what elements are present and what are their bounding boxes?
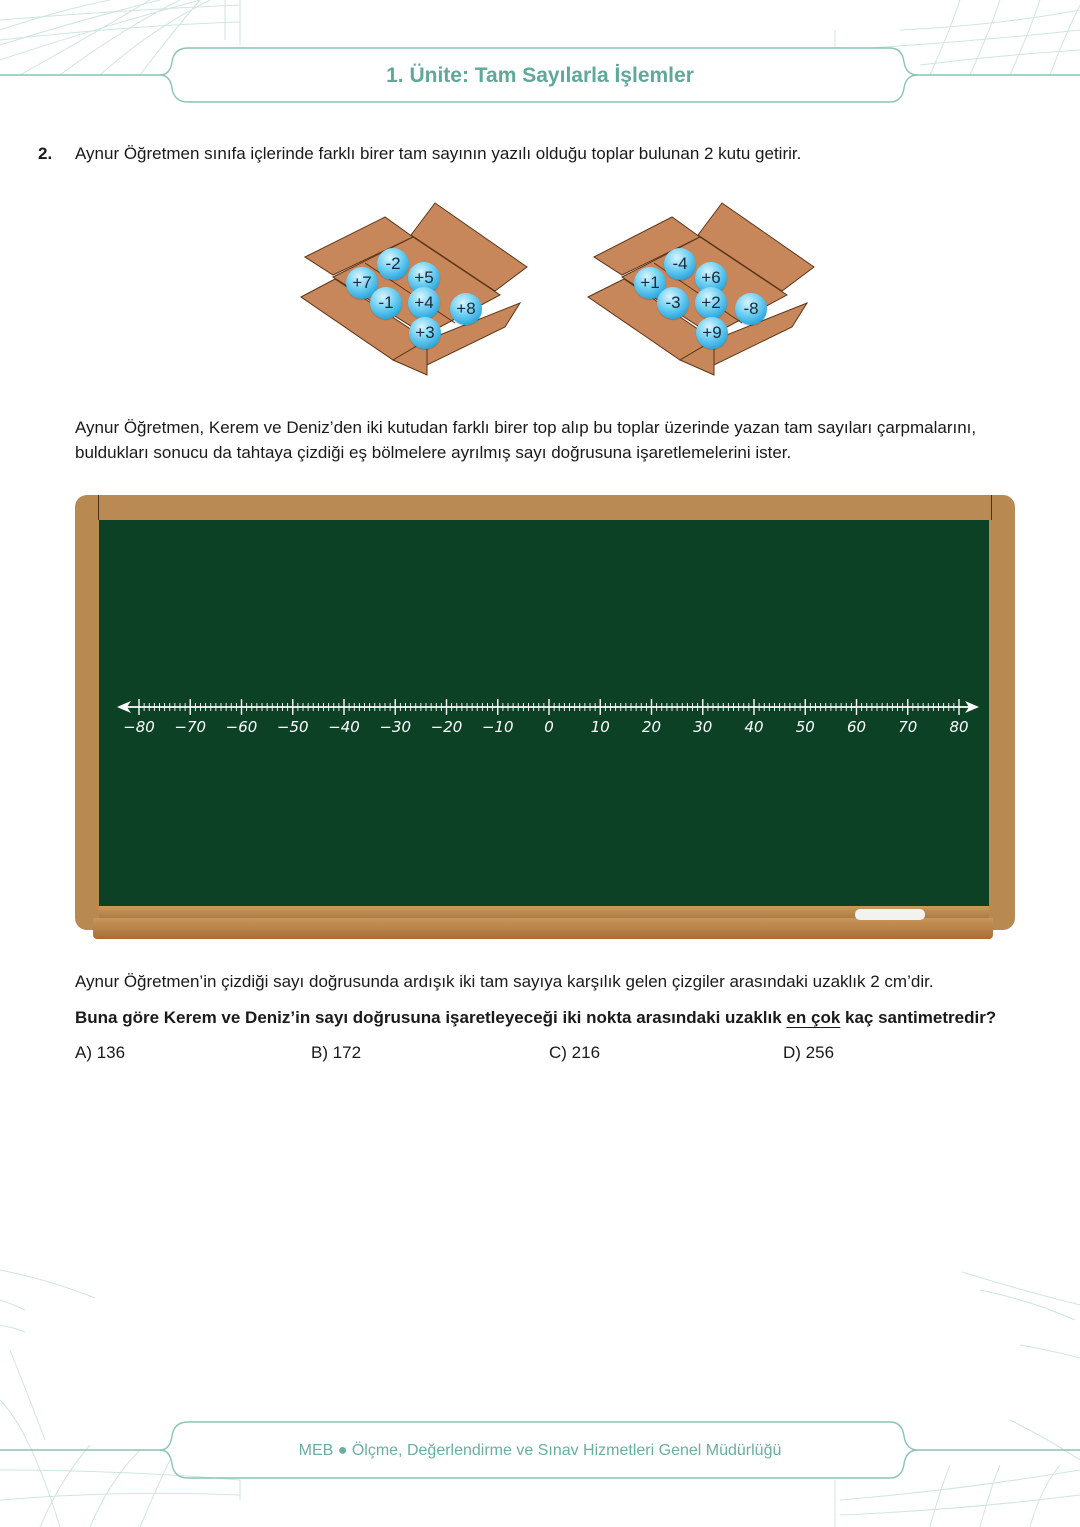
- ball[interactable]: +7: [346, 267, 378, 299]
- page-header-title: 1. Ünite: Tam Sayılarla İşlemler: [386, 64, 694, 87]
- number-line-label: −70: [174, 718, 207, 736]
- number-line-label: −50: [276, 718, 309, 736]
- question-info: Aynur Öğretmen’in çizdiği sayı doğrusunda ardışık iki tam sayıya karşılık gelen çizgiler arasındaki uzaklık 2 cm’dir.: [75, 972, 934, 991]
- ball[interactable]: +8: [450, 293, 482, 325]
- ball[interactable]: -1: [370, 287, 402, 319]
- option-a[interactable]: A) 136: [75, 1043, 126, 1062]
- number-line-label: 80: [949, 718, 969, 736]
- ball[interactable]: +2: [695, 287, 727, 319]
- number-line: [99, 690, 989, 720]
- number-line-label: −10: [481, 718, 514, 736]
- number-line-label: 60: [846, 718, 867, 736]
- question-prompt: [75, 1005, 996, 1031]
- number-line-label: −60: [225, 718, 258, 736]
- option-d[interactable]: D) 256: [783, 1043, 835, 1062]
- number-line-label: −30: [379, 718, 412, 736]
- footer-text: MEB ● Ölçme, Değerlendirme ve Sınav Hizmetleri Genel Müdürlüğü: [298, 1442, 782, 1459]
- box-1: [295, 195, 535, 380]
- ball[interactable]: -4: [664, 248, 696, 280]
- number-line-label: −20: [430, 718, 463, 736]
- chalk-tray-front: [93, 918, 993, 939]
- chalkboard-top-rail: [98, 495, 992, 520]
- question-paragraph-line1: Aynur Öğretmen, Kerem ve Deniz’den iki kutudan farklı birer top alıp bu toplar üzerinde yazan tam sayıları çarpmalarını,: [75, 418, 977, 437]
- number-line-label: 30: [693, 718, 713, 736]
- ball[interactable]: -2: [377, 248, 409, 280]
- number-line-label: −40: [328, 718, 360, 736]
- box-2: [582, 195, 822, 380]
- prompt-emphasis: en çok: [786, 1008, 841, 1027]
- ball[interactable]: -8: [735, 293, 767, 325]
- number-line-label: 50: [795, 718, 815, 736]
- number-line-label: 40: [744, 718, 764, 736]
- number-line-label: 70: [898, 718, 918, 736]
- prompt-part1: Buna göre Kerem ve Deniz’in sayı doğrusuna işaretleyeceği iki nokta arasındaki uzaklık: [75, 1008, 787, 1027]
- chalk-icon: [855, 909, 925, 920]
- number-line-label: 20: [641, 718, 662, 736]
- ball[interactable]: +1: [634, 267, 666, 299]
- ball[interactable]: +4: [408, 287, 440, 319]
- number-line-label: −80: [123, 718, 155, 736]
- question-number: 2.: [38, 144, 53, 163]
- option-c[interactable]: C) 216: [549, 1043, 601, 1062]
- ball[interactable]: -3: [657, 287, 689, 319]
- number-line-label: 10: [590, 718, 610, 736]
- question-paragraph-line2: buldukları sonucu da tahtaya çizdiği eş bölmelere ayrılmış sayı doğrusuna işaretlemelerini ister.: [75, 443, 792, 462]
- question-intro: Aynur Öğretmen sınıfa içlerinde farklı birer tam sayının yazılı olduğu toplar bulunan 2 kutu getirir.: [75, 144, 802, 163]
- prompt-part2: kaç santimetredir?: [840, 1008, 997, 1027]
- ball[interactable]: +3: [409, 317, 441, 349]
- number-line-label: 0: [544, 718, 554, 736]
- ball[interactable]: +9: [696, 317, 728, 349]
- ball[interactable]: +6: [695, 262, 727, 294]
- option-b[interactable]: B) 172: [311, 1043, 362, 1062]
- ball[interactable]: +5: [408, 262, 440, 294]
